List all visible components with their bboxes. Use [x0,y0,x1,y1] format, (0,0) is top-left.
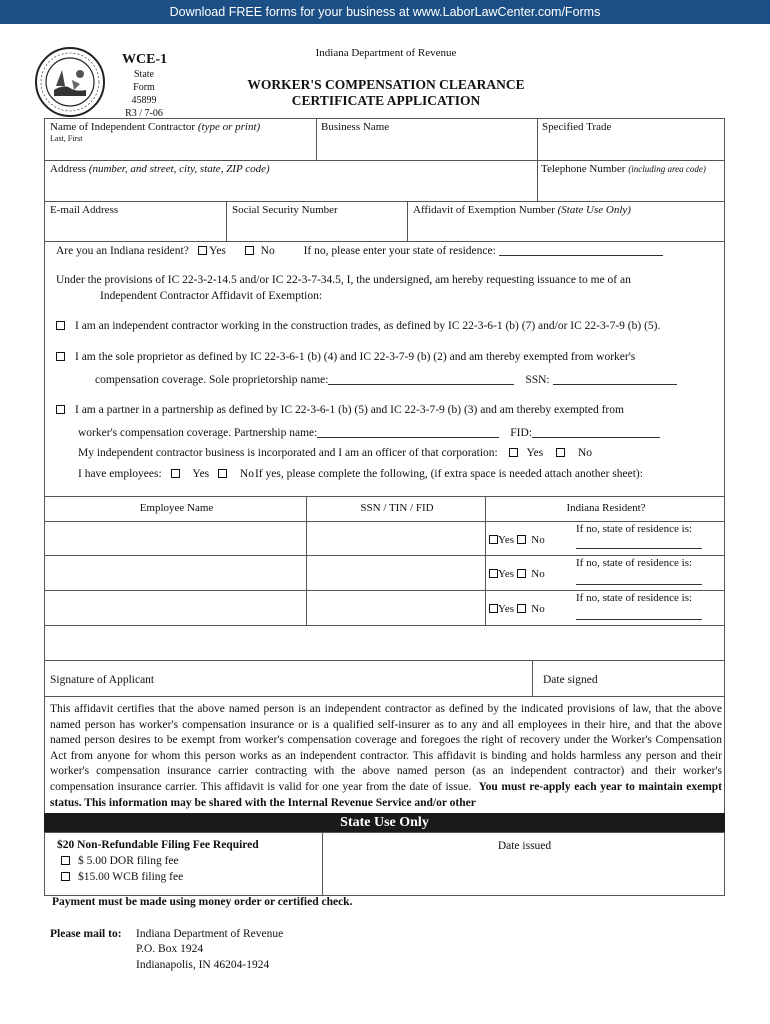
sole-ssn-label: SSN: [525,374,550,386]
sole-proprietor-name-input[interactable] [328,373,514,385]
mail-line3: Indianapolis, IN 46204-1924 [136,959,270,971]
employee-row-2-name[interactable] [44,555,307,591]
employee-row-3-yes-checkbox[interactable] [489,604,498,613]
provisions-line2: Independent Contractor Affidavit of Exemption: [100,290,323,302]
employee-row-1-yes: Yes [498,534,515,546]
employees-row [78,468,643,480]
contractor-name-sub: Last, First [50,134,83,143]
date-issued-label: Date issued [497,840,552,852]
partner-line2 [78,426,660,439]
signature-spacer [44,625,725,661]
employees-instructions: If yes, please complete the following, (if extra space is needed attach another sheet): [254,468,643,480]
signature-field[interactable] [44,660,533,697]
resident-no-checkbox[interactable] [245,246,254,255]
dor-fee-label: $ 5.00 DOR filing fee [78,855,179,867]
date-signed-label: Date signed [543,674,598,686]
ssn-label: Social Security Number [232,204,338,216]
employee-name-header-label: Employee Name [139,502,214,514]
indiana-state-seal-icon [34,46,106,118]
employee-row-3-no-checkbox[interactable] [517,604,526,613]
employee-row-3-if-no: If no, state of residence is: [576,592,693,604]
sole-proprietor-checkbox[interactable] [56,352,65,361]
employee-row-1-state-input[interactable] [576,537,702,549]
construction-label: I am an independent contractor working in the construction trades, as defined by IC 22-3-6-1 (b) (7) and/or IC 22-3-7-9 (b) (5). [75,320,661,332]
affidavit-number-hint: (State Use Only) [557,204,631,216]
telephone-label: Telephone Number [541,163,626,175]
form-number: 45899 [131,95,157,106]
resident-yes-label: Yes [209,245,226,257]
provisions-line1: Under the provisions of IC 22-3-2-14.5 and/or IC 22-3-7-34.5, I, the undersigned, am hereby requesting issuance to me of an [56,274,631,286]
ssn-tin-fid-header-label: SSN / TIN / FID [360,502,434,514]
partner-option [56,404,624,416]
incorporated-no-checkbox[interactable] [556,448,565,457]
sole-proprietor-line2 [95,373,677,386]
employee-row-1-if-no: If no, state of residence is: [576,523,693,535]
email-label: E-mail Address [50,204,119,216]
indiana-resident-header-label: Indiana Resident? [566,502,646,514]
sole-proprietor-name-label: compensation coverage. Sole proprietorship name: [95,374,329,386]
resident-yes-checkbox[interactable] [198,246,207,255]
business-name-field[interactable] [316,118,538,161]
mail-label: Please mail to: [50,928,122,940]
incorporated-yes-checkbox[interactable] [509,448,518,457]
incorporated-label: My independent contractor business is incorporated and I am an officer of that corporation: [78,447,498,459]
employees-no-label: No [239,468,254,480]
download-banner[interactable]: Download FREE forms for your business at www.LaborLawCenter.com/Forms [0,0,770,24]
date-issued-field [322,832,725,896]
filing-fee-box [44,832,323,896]
resident-question: Are you an Indiana resident? [56,245,189,257]
address-field[interactable] [44,160,538,202]
form-title-line2: CERTIFICATE APPLICATION [291,93,481,108]
address-label: Address [50,163,87,175]
employee-row-2-no-checkbox[interactable] [517,569,526,578]
state-use-only-bar: State Use Only [44,813,725,833]
employee-row-2-resident [485,555,725,591]
affidavit-number-field [407,201,725,242]
specified-trade-field[interactable] [537,118,725,161]
wcb-fee-checkbox[interactable] [61,872,70,881]
resident-row [56,244,663,257]
contractor-name-hint: (type or print) [197,121,261,133]
mail-line2: P.O. Box 1924 [136,943,204,955]
employee-row-1-resident [485,521,725,556]
affidavit-bold: You must re-apply each year to maintain exempt status. This information may be shared with the Internal Revenue Service and/or other [50,780,723,809]
date-signed-field[interactable] [532,660,725,697]
ssn-field[interactable] [226,201,408,242]
affidavit-body: This affidavit certifies that the above named person is an independent contractor as defined by the indicated provisions of law, that the above named person has worker's compensation insurance or is a qualified self-insurer as to any and all employees in their hire, and that the above named person desires to be exempt from worker's compensation coverage and foregoes the right of recovery under the Worker's Compensation Act from anyone for whom this person works as an independent contractor. This affidavit is binding and holds harmless any person and their worker's compensation insurance carrier contracting with the above named person (as an independent contractor) and their worker's compensation insurance carrier. This affidavit is valid for one year from the date of issue. [50,703,722,793]
state-form-label: State Form [133,69,155,93]
wcb-fee-label: $15.00 WCB filing fee [78,871,184,883]
employees-yes-checkbox[interactable] [171,469,180,478]
affidavit-text [50,702,722,811]
employee-row-1-name[interactable] [44,521,307,556]
contractor-name-field[interactable] [44,118,317,161]
sole-proprietor-label: I am the sole proprietor as defined by IC 22-3-6-1 (b) (4) and IC 22-3-7-9 (b) (2) and am thereby exempted from worker's [75,351,636,363]
employee-row-3-no: No [531,603,545,615]
employee-row-1-no: No [531,534,545,546]
employee-row-2-yes: Yes [498,568,515,580]
partner-checkbox[interactable] [56,405,65,414]
form-title-line1: WORKER'S COMPENSATION CLEARANCE [247,77,525,92]
resident-no-label: No [260,245,275,257]
employee-row-2-no: No [531,568,545,580]
form-meta [122,68,166,120]
employee-row-3-state-input[interactable] [576,608,702,620]
employee-row-2-ssn[interactable] [306,555,486,591]
partner-fid-label: FID: [510,427,532,439]
partner-fid-input[interactable] [532,426,660,438]
affidavit-number-label: Affidavit of Exemption Number [413,204,555,216]
signature-label: Signature of Applicant [50,674,155,686]
incorporated-row [78,447,592,459]
partnership-name-label: worker's compensation coverage. Partnership name: [78,427,318,439]
resident-if-no: If no, please enter your state of residence: [303,245,496,257]
partner-label: I am a partner in a partnership as defined by IC 22-3-6-1 (b) (5) and IC 22-3-7-9 (b) (3) and am thereby exempted from [75,404,624,416]
employee-row-2-yes-checkbox[interactable] [489,569,498,578]
employee-row-1-ssn[interactable] [306,521,486,556]
specified-trade-label: Specified Trade [542,121,612,133]
employee-name-header [44,496,307,522]
sole-ssn-input[interactable] [553,373,677,385]
employee-row-1-yes-checkbox[interactable] [489,535,498,544]
employee-row-3-name[interactable] [44,590,307,626]
incorporated-no-label: No [577,447,593,459]
partnership-name-input[interactable] [317,426,499,438]
employee-row-2-if-no: If no, state of residence is: [576,557,693,569]
form-revision: R3 / 7-06 [125,108,163,119]
employees-yes-label: Yes [192,468,210,480]
telephone-field[interactable] [537,160,725,202]
business-name-label: Business Name [321,121,390,133]
state-of-residence-input[interactable] [499,244,663,256]
mail-line1: Indiana Department of Revenue [136,928,284,940]
address-hint: (number, and street, city, state, ZIP code) [88,163,270,175]
employee-row-2-state-input[interactable] [576,573,702,585]
department-name: Indiana Department of Revenue [315,47,457,59]
ssn-tin-fid-header [306,496,486,522]
incorporated-yes-label: Yes [526,447,544,459]
employee-row-1-no-checkbox[interactable] [517,535,526,544]
email-field[interactable] [44,201,227,242]
indiana-resident-header [485,496,725,522]
sole-proprietor-option [56,351,635,363]
contractor-name-label: Name of Independent Contractor [50,121,196,133]
employee-row-3-yes: Yes [498,603,515,615]
filing-fee-title: $20 Non-Refundable Filing Fee Required [57,839,259,851]
employee-row-3-resident [485,590,725,626]
construction-checkbox[interactable] [56,321,65,330]
payment-note: Payment must be made using money order or certified check. [52,896,353,908]
dor-fee-checkbox[interactable] [61,856,70,865]
form-id: WCE-1 [122,52,168,67]
employees-label: I have employees: [78,468,162,480]
employee-row-3-ssn[interactable] [306,590,486,626]
telephone-hint: (including area code) [628,164,706,174]
construction-option [56,320,660,332]
employees-no-checkbox[interactable] [218,469,227,478]
form-title [226,77,546,109]
